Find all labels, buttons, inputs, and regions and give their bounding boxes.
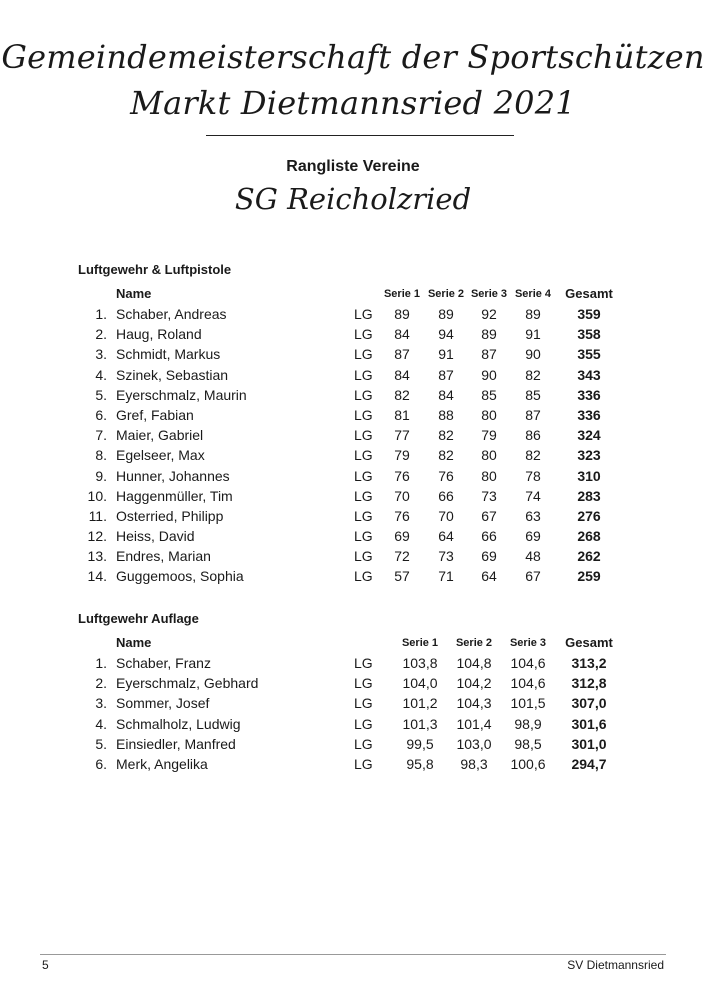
row-s1: 95,8	[406, 755, 434, 772]
row-name: Einsiedler, Manfred	[116, 735, 236, 752]
row-total: 262	[577, 548, 601, 565]
row-s3: 80	[481, 467, 497, 484]
row-discipline: LG	[354, 655, 373, 671]
row-s3: 85	[481, 386, 497, 403]
row-s2: 84	[438, 386, 454, 403]
row-s2: 82	[438, 447, 454, 464]
section-title-lg-auflage: Luftgewehr Auflage	[78, 611, 199, 626]
row-s3: 92	[481, 306, 497, 322]
row-s2: 104,2	[456, 675, 492, 692]
table-row	[0, 653, 706, 673]
row-name: Eyerschmalz, Maurin	[116, 386, 247, 403]
row-s3: 100,6	[510, 755, 546, 772]
row-name: Haggenmüller, Tim	[116, 487, 233, 504]
row-total: 301,0	[571, 735, 607, 752]
row-name: Schaber, Andreas	[116, 306, 227, 322]
row-discipline: LG	[354, 447, 373, 464]
row-s3: 98,5	[514, 735, 542, 752]
row-total: 283	[577, 487, 601, 504]
row-discipline: LG	[354, 487, 373, 504]
row-s2: 103,0	[456, 735, 492, 752]
row-s2: 82	[438, 427, 454, 444]
column-header-s2: Serie 2	[427, 288, 465, 300]
row-rank: 11.	[88, 507, 107, 524]
row-discipline: LG	[354, 735, 373, 752]
row-s3: 80	[481, 447, 497, 464]
row-s2: 73	[438, 548, 454, 565]
row-discipline: LG	[354, 427, 373, 444]
row-s2: 98,3	[460, 755, 488, 772]
table-row	[0, 425, 706, 445]
row-s2: 91	[438, 346, 454, 363]
table-row	[0, 466, 706, 486]
row-total: 276	[577, 507, 601, 524]
table-row	[0, 405, 706, 425]
row-discipline: LG	[354, 568, 373, 585]
ranking-subtitle: Rangliste Vereine	[286, 158, 420, 175]
row-s1: 81	[394, 406, 410, 423]
row-s1: 89	[394, 306, 410, 322]
row-s4: 85	[525, 386, 541, 403]
row-total: 358	[577, 326, 601, 343]
row-s3: 66	[481, 528, 497, 545]
footer-club-name: SV Dietmannsried	[567, 958, 664, 972]
row-s1: 101,3	[402, 715, 438, 732]
row-rank: 9.	[95, 467, 107, 484]
row-total: 324	[577, 427, 601, 444]
row-s2: 88	[438, 406, 454, 423]
row-discipline: LG	[354, 346, 373, 363]
row-rank: 6.	[95, 755, 107, 772]
row-name: Egelseer, Max	[116, 447, 205, 464]
row-discipline: LG	[354, 507, 373, 524]
column-header-s1: Serie 1	[401, 637, 439, 649]
row-s4: 63	[525, 507, 541, 524]
row-s2: 104,3	[456, 695, 492, 712]
row-name: Osterried, Philipp	[116, 507, 224, 524]
table-row	[0, 445, 706, 465]
column-header-s3: Serie 3	[470, 288, 508, 300]
row-discipline: LG	[354, 386, 373, 403]
column-header-total: Gesamt	[565, 286, 613, 301]
row-total: 301,6	[571, 715, 607, 732]
row-rank: 3.	[95, 695, 107, 712]
table-row	[0, 486, 706, 506]
table-row	[0, 714, 706, 734]
row-s4: 48	[525, 548, 541, 565]
table-row	[0, 754, 706, 774]
table-row	[0, 385, 706, 405]
row-s4: 82	[525, 447, 541, 464]
row-s4: 91	[525, 326, 541, 343]
row-total: 323	[577, 447, 601, 464]
row-rank: 7.	[95, 427, 107, 444]
row-s1: 77	[394, 427, 410, 444]
row-s1: 103,8	[402, 655, 438, 671]
row-s1: 72	[394, 548, 410, 565]
row-total: 312,8	[571, 675, 607, 692]
row-rank: 13.	[87, 548, 107, 565]
row-discipline: LG	[354, 306, 373, 322]
column-header-s2: Serie 2	[455, 637, 493, 649]
row-s2: 101,4	[456, 715, 492, 732]
row-s1: 104,0	[402, 675, 438, 692]
row-total: 336	[577, 406, 601, 423]
row-total: 336	[577, 386, 601, 403]
table-row	[0, 673, 706, 693]
row-discipline: LG	[354, 406, 373, 423]
table-header-row	[0, 633, 706, 653]
row-s3: 64	[481, 568, 497, 585]
column-header-s4: Serie 4	[514, 288, 552, 300]
row-s3: 104,6	[510, 675, 546, 692]
row-s4: 87	[525, 406, 541, 423]
row-s3: 73	[481, 487, 497, 504]
row-s1: 84	[394, 326, 410, 343]
row-s4: 90	[525, 346, 541, 363]
club-name: SG Reicholzried	[234, 182, 472, 216]
row-total: 343	[577, 366, 601, 383]
row-name: Schmidt, Markus	[116, 346, 221, 363]
row-s1: 101,2	[402, 695, 438, 712]
row-discipline: LG	[354, 326, 373, 343]
row-s1: 57	[394, 568, 410, 585]
row-total: 294,7	[571, 755, 607, 772]
row-rank: 3.	[95, 346, 107, 363]
row-s4: 78	[525, 467, 541, 484]
row-s3: 104,6	[510, 655, 546, 671]
row-rank: 14.	[87, 568, 107, 585]
row-rank: 2.	[95, 675, 107, 692]
table-row	[0, 365, 706, 385]
row-rank: 10.	[87, 487, 107, 504]
row-discipline: LG	[354, 675, 373, 692]
table-header-row	[0, 284, 706, 304]
table-row	[0, 324, 706, 344]
row-s2: 94	[438, 326, 454, 343]
table-row	[0, 304, 706, 324]
results-table-lg-auflage	[0, 633, 706, 774]
row-discipline: LG	[354, 528, 373, 545]
row-discipline: LG	[354, 695, 373, 712]
row-s2: 70	[438, 507, 454, 524]
row-s1: 82	[394, 386, 410, 403]
table-row	[0, 344, 706, 364]
row-name: Szinek, Sebastian	[116, 366, 229, 383]
row-name: Guggemoos, Sophia	[116, 568, 244, 585]
row-s1: 87	[394, 346, 410, 363]
row-s3: 98,9	[514, 715, 542, 732]
row-s1: 76	[394, 507, 410, 524]
table-row	[0, 526, 706, 546]
row-name: Gref, Fabian	[116, 406, 194, 423]
row-discipline: LG	[354, 366, 373, 383]
results-table-lg-lp	[0, 284, 706, 587]
row-rank: 2.	[95, 326, 107, 343]
row-s3: 90	[481, 366, 497, 383]
column-header-s1: Serie 1	[383, 288, 421, 300]
row-s2: 89	[438, 306, 454, 322]
footer-divider	[40, 954, 666, 955]
row-rank: 6.	[95, 406, 107, 423]
column-header-s3: Serie 3	[509, 637, 547, 649]
column-header-name: Name	[116, 635, 152, 650]
row-s1: 79	[394, 447, 410, 464]
row-discipline: LG	[354, 755, 373, 772]
row-total: 355	[577, 346, 601, 363]
row-s2: 71	[438, 568, 454, 585]
page-number: 5	[42, 958, 49, 972]
row-s3: 67	[481, 507, 497, 524]
row-name: Heiss, David	[116, 528, 195, 545]
row-total: 259	[577, 568, 601, 585]
row-name: Haug, Roland	[116, 326, 202, 343]
row-s3: 101,5	[510, 695, 546, 712]
row-s4: 74	[525, 487, 541, 504]
table-row	[0, 693, 706, 713]
row-total: 310	[577, 467, 601, 484]
row-name: Hunner, Johannes	[116, 467, 230, 484]
row-s3: 89	[481, 326, 497, 343]
row-rank: 5.	[95, 735, 107, 752]
row-name: Maier, Gabriel	[116, 427, 204, 444]
row-s3: 79	[481, 427, 497, 444]
row-s3: 80	[481, 406, 497, 423]
row-discipline: LG	[354, 467, 373, 484]
column-header-total: Gesamt	[565, 635, 613, 650]
row-s2: 66	[438, 487, 454, 504]
row-total: 359	[577, 306, 601, 322]
row-total: 268	[577, 528, 601, 545]
row-s2: 76	[438, 467, 454, 484]
row-rank: 5.	[95, 386, 107, 403]
row-s1: 70	[394, 487, 410, 504]
row-s1: 76	[394, 467, 410, 484]
row-total: 307,0	[571, 695, 607, 712]
table-row	[0, 566, 706, 586]
row-rank: 4.	[95, 715, 107, 732]
row-s4: 69	[525, 528, 541, 545]
row-total: 313,2	[571, 655, 607, 671]
section-title-lg-lp: Luftgewehr & Luftpistole	[78, 262, 232, 277]
row-name: Schmalholz, Ludwig	[116, 715, 241, 732]
row-s4: 82	[525, 366, 541, 383]
table-row	[0, 546, 706, 566]
row-s1: 69	[394, 528, 410, 545]
row-rank: 1.	[95, 306, 107, 322]
row-name: Schaber, Franz	[116, 655, 211, 671]
title-divider	[206, 135, 514, 136]
row-name: Sommer, Josef	[116, 695, 210, 712]
row-s2: 87	[438, 366, 454, 383]
row-s3: 87	[481, 346, 497, 363]
row-discipline: LG	[354, 548, 373, 565]
row-s1: 84	[394, 366, 410, 383]
table-row	[0, 506, 706, 526]
row-name: Eyerschmalz, Gebhard	[116, 675, 259, 692]
row-rank: 8.	[95, 447, 107, 464]
row-s1: 99,5	[406, 735, 434, 752]
document-title-year: Markt Dietmannsried 2021	[130, 84, 576, 122]
table-row	[0, 734, 706, 754]
document-title: Gemeindemeisterschaft der Sportschützen	[1, 38, 705, 76]
row-s2: 64	[438, 528, 454, 545]
row-s3: 69	[481, 548, 497, 565]
row-rank: 1.	[95, 655, 107, 671]
row-name: Endres, Marian	[116, 548, 211, 565]
row-discipline: LG	[354, 715, 373, 732]
row-s2: 104,8	[456, 655, 492, 671]
row-s4: 67	[525, 568, 541, 585]
row-rank: 4.	[95, 366, 107, 383]
row-s4: 86	[525, 427, 541, 444]
row-s4: 89	[525, 306, 541, 322]
row-rank: 12.	[87, 528, 107, 545]
column-header-name: Name	[116, 286, 152, 301]
row-name: Merk, Angelika	[116, 755, 208, 772]
